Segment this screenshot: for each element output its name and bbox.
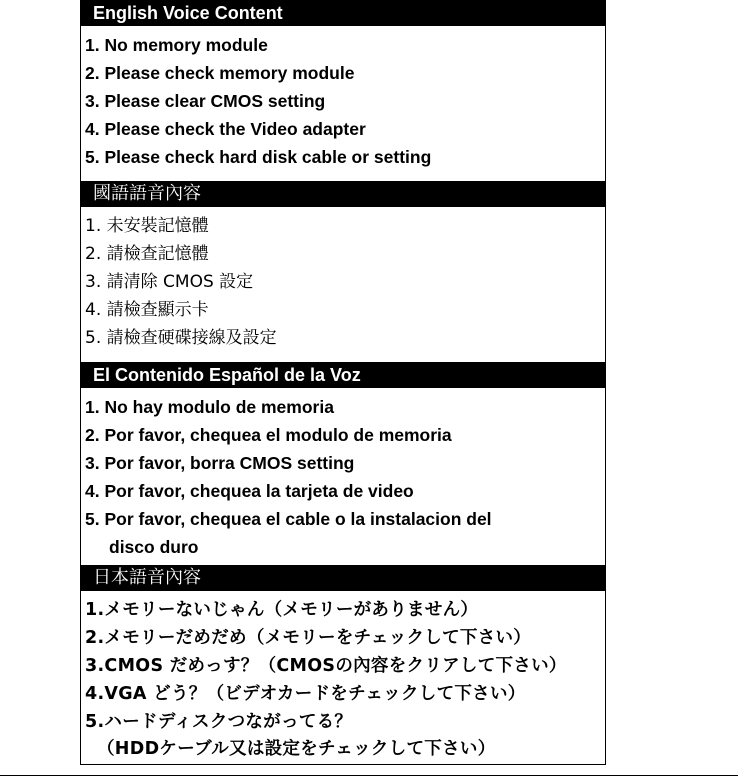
spanish-section-header: El Contenido Español de la Voz bbox=[81, 362, 605, 388]
list-item: 2.メモリーだめだめ（メモリーをチェックして下さい） bbox=[85, 628, 532, 648]
english-section-header: English Voice Content bbox=[81, 0, 605, 26]
list-item: 1. No memory module bbox=[85, 35, 268, 55]
japanese-section bbox=[81, 565, 605, 762]
list-item: 2. 請檢查記憶體 bbox=[85, 244, 209, 264]
list-item: 1. No hay modulo de memoria bbox=[85, 397, 334, 417]
list-item: 3. Please clear CMOS setting bbox=[85, 91, 326, 111]
list-item: 4. 請檢查顯示卡 bbox=[85, 300, 209, 320]
list-item: 2. Please check memory module bbox=[85, 63, 355, 83]
chinese-item-list bbox=[81, 207, 605, 352]
list-item: 4.VGA どう？（ビデオカードをチェックして下さい） bbox=[85, 684, 526, 704]
list-item: 5. Por favor, chequea el cable o la instalacion del bbox=[85, 509, 492, 529]
chinese-section bbox=[81, 181, 605, 352]
list-item-continuation: （HDDケーブル又は設定をチェックして下さい） bbox=[97, 739, 496, 759]
voice-content-table bbox=[80, 0, 606, 765]
list-item-continuation: disco duro bbox=[109, 537, 199, 557]
list-item: 3.CMOS だめっす？（CMOSの內容をクリアして下さい） bbox=[85, 656, 567, 676]
english-section bbox=[81, 0, 605, 171]
spanish-item-list bbox=[81, 388, 605, 561]
english-item-list bbox=[81, 26, 605, 171]
list-item: 1.メモリーないじゃん（メモリーがありません） bbox=[85, 600, 479, 620]
list-item: 5. Please check hard disk cable or setting bbox=[85, 147, 432, 167]
list-item: 3. 請清除 CMOS 設定 bbox=[85, 272, 254, 292]
list-item: 3. Por favor, borra CMOS setting bbox=[85, 453, 355, 473]
japanese-item-list bbox=[81, 591, 605, 762]
japanese-section-header: 日本語音內容 bbox=[81, 565, 605, 591]
list-item: 4. Please check the Video adapter bbox=[85, 119, 366, 139]
spanish-section bbox=[81, 362, 605, 561]
list-item: 1. 未安裝記憶體 bbox=[85, 216, 209, 236]
bottom-rule-divider bbox=[0, 775, 738, 776]
chinese-section-header: 國語語音內容 bbox=[81, 181, 605, 207]
list-item: 5.ハードディスクつながってる？ bbox=[85, 712, 353, 732]
list-item: 2. Por favor, chequea el modulo de memoria bbox=[85, 425, 452, 445]
list-item: 5. 請檢查硬碟接線及設定 bbox=[85, 328, 277, 348]
list-item: 4. Por favor, chequea la tarjeta de video bbox=[85, 481, 414, 501]
